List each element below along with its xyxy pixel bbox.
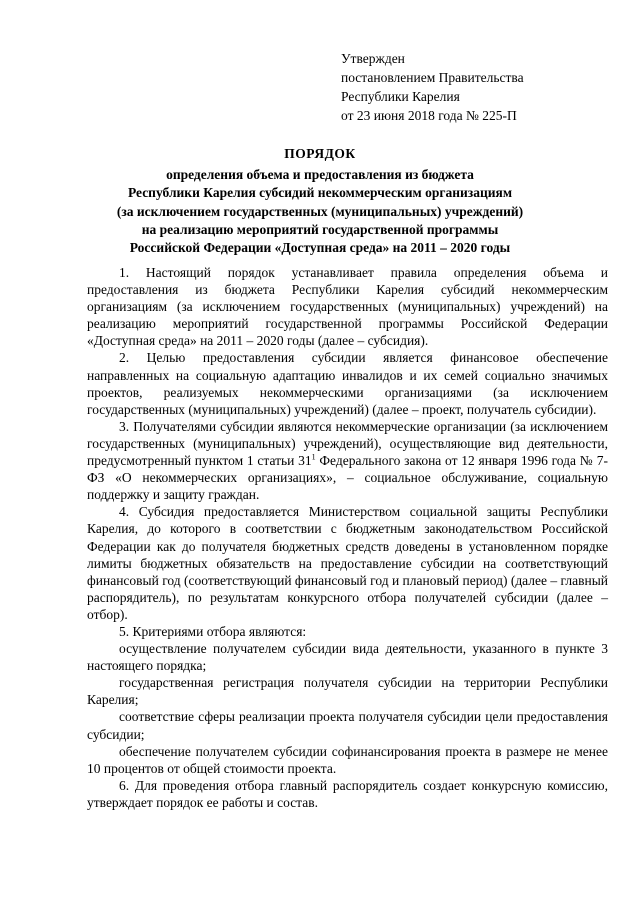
paragraph-6: 6. Для проведения отбора главный распорядитель создает конкурсную комиссию, утверждает порядок ее работы и состав. bbox=[87, 777, 608, 810]
criterion-1: осуществление получателем субсидии вида деятельности, указанного в пункте 3 настоящего порядка; bbox=[87, 641, 608, 674]
paragraph-5: 5. Критериями отбора являются: bbox=[119, 623, 307, 639]
article-superscript: 1 bbox=[311, 452, 316, 462]
approval-stamp bbox=[341, 49, 524, 125]
criterion-3: соответствие сферы реализации проекта получателя субсидии цели предоставления субсидии; bbox=[87, 709, 608, 742]
paragraph-3-text-end: Федерального закона от 12 января 1996 года № 7-ФЗ «О некоммерческих организациях», – социальное обслуживание, социальную поддержку и защиту граждан. bbox=[87, 453, 608, 503]
criterion-4: обеспечение получателем субсидии софинансирования проекта в размере не менее 10 процентов от общей стоимости проекта. bbox=[87, 743, 608, 776]
subtitle-line: на реализацию мероприятий государственной программы bbox=[141, 221, 499, 237]
document-subtitle bbox=[0, 166, 640, 257]
paragraph-4: 4. Субсидия предоставляется Министерством социальной защиты Республики Карелия, до которого в соответствии с бюджетным законодательством Российской Федерации как до получателя бюджетных средств доведены в установленном порядке лимиты бюджетных обязательств на предоставление субсидии на соответствующий финансовый год (соответствующий финансовый год и плановый период) (далее – главный распорядитель), по результатам конкурсного отбора получателей субсидии (далее – отбор). bbox=[87, 504, 608, 622]
approval-line: Республики Карелия bbox=[341, 89, 460, 104]
paragraph-2: 2. Целью предоставления субсидии является финансовое обеспечение направленных на социальную адаптацию инвалидов и их семей социально значимых проектов, реализуемых некоммерческими организациями (за исключением государственных (муниципальных) учреждений) (далее – проект, получатель субсидии). bbox=[87, 350, 608, 417]
approval-line: от 23 июня 2018 года № 225-П bbox=[341, 108, 517, 123]
subtitle-line: определения объема и предоставления из бюджета bbox=[166, 167, 474, 182]
criterion-2: государственная регистрация получателя субсидии на территории Республики Карелия; bbox=[87, 675, 608, 708]
document-body bbox=[87, 264, 608, 811]
approval-line: постановлением Правительства bbox=[341, 70, 524, 85]
subtitle-line: Республики Карелия субсидий некоммерческим организациям bbox=[127, 185, 513, 201]
document-title: ПОРЯДОК bbox=[284, 146, 356, 161]
paragraph-1: 1. Настоящий порядок устанавливает правила определения объема и предоставления из бюджета Республики Карелия субсидий некоммерческим организациям (за исключением государственных (муниципальных) учреждений) на реализацию мероприятий государственной программы Российской Федерации «Доступная среда» на 2011 – 2020 годы (далее – субсидия). bbox=[87, 265, 608, 349]
approval-line: Утвержден bbox=[341, 51, 405, 66]
subtitle-line: (за исключением государственных (муниципальных) учреждений) bbox=[116, 203, 524, 219]
paragraph-3-text: 3. Получателями субсидии являются некоммерческие организации (за исключением государственных (муниципальных) учреждений), осуществляющие вид деятельности, предусмотренный пунктом 1 статьи 31 bbox=[87, 418, 608, 469]
paragraph-3 bbox=[87, 418, 608, 503]
subtitle-line: Российской Федерации «Доступная среда» на 2011 – 2020 годы bbox=[129, 240, 511, 256]
